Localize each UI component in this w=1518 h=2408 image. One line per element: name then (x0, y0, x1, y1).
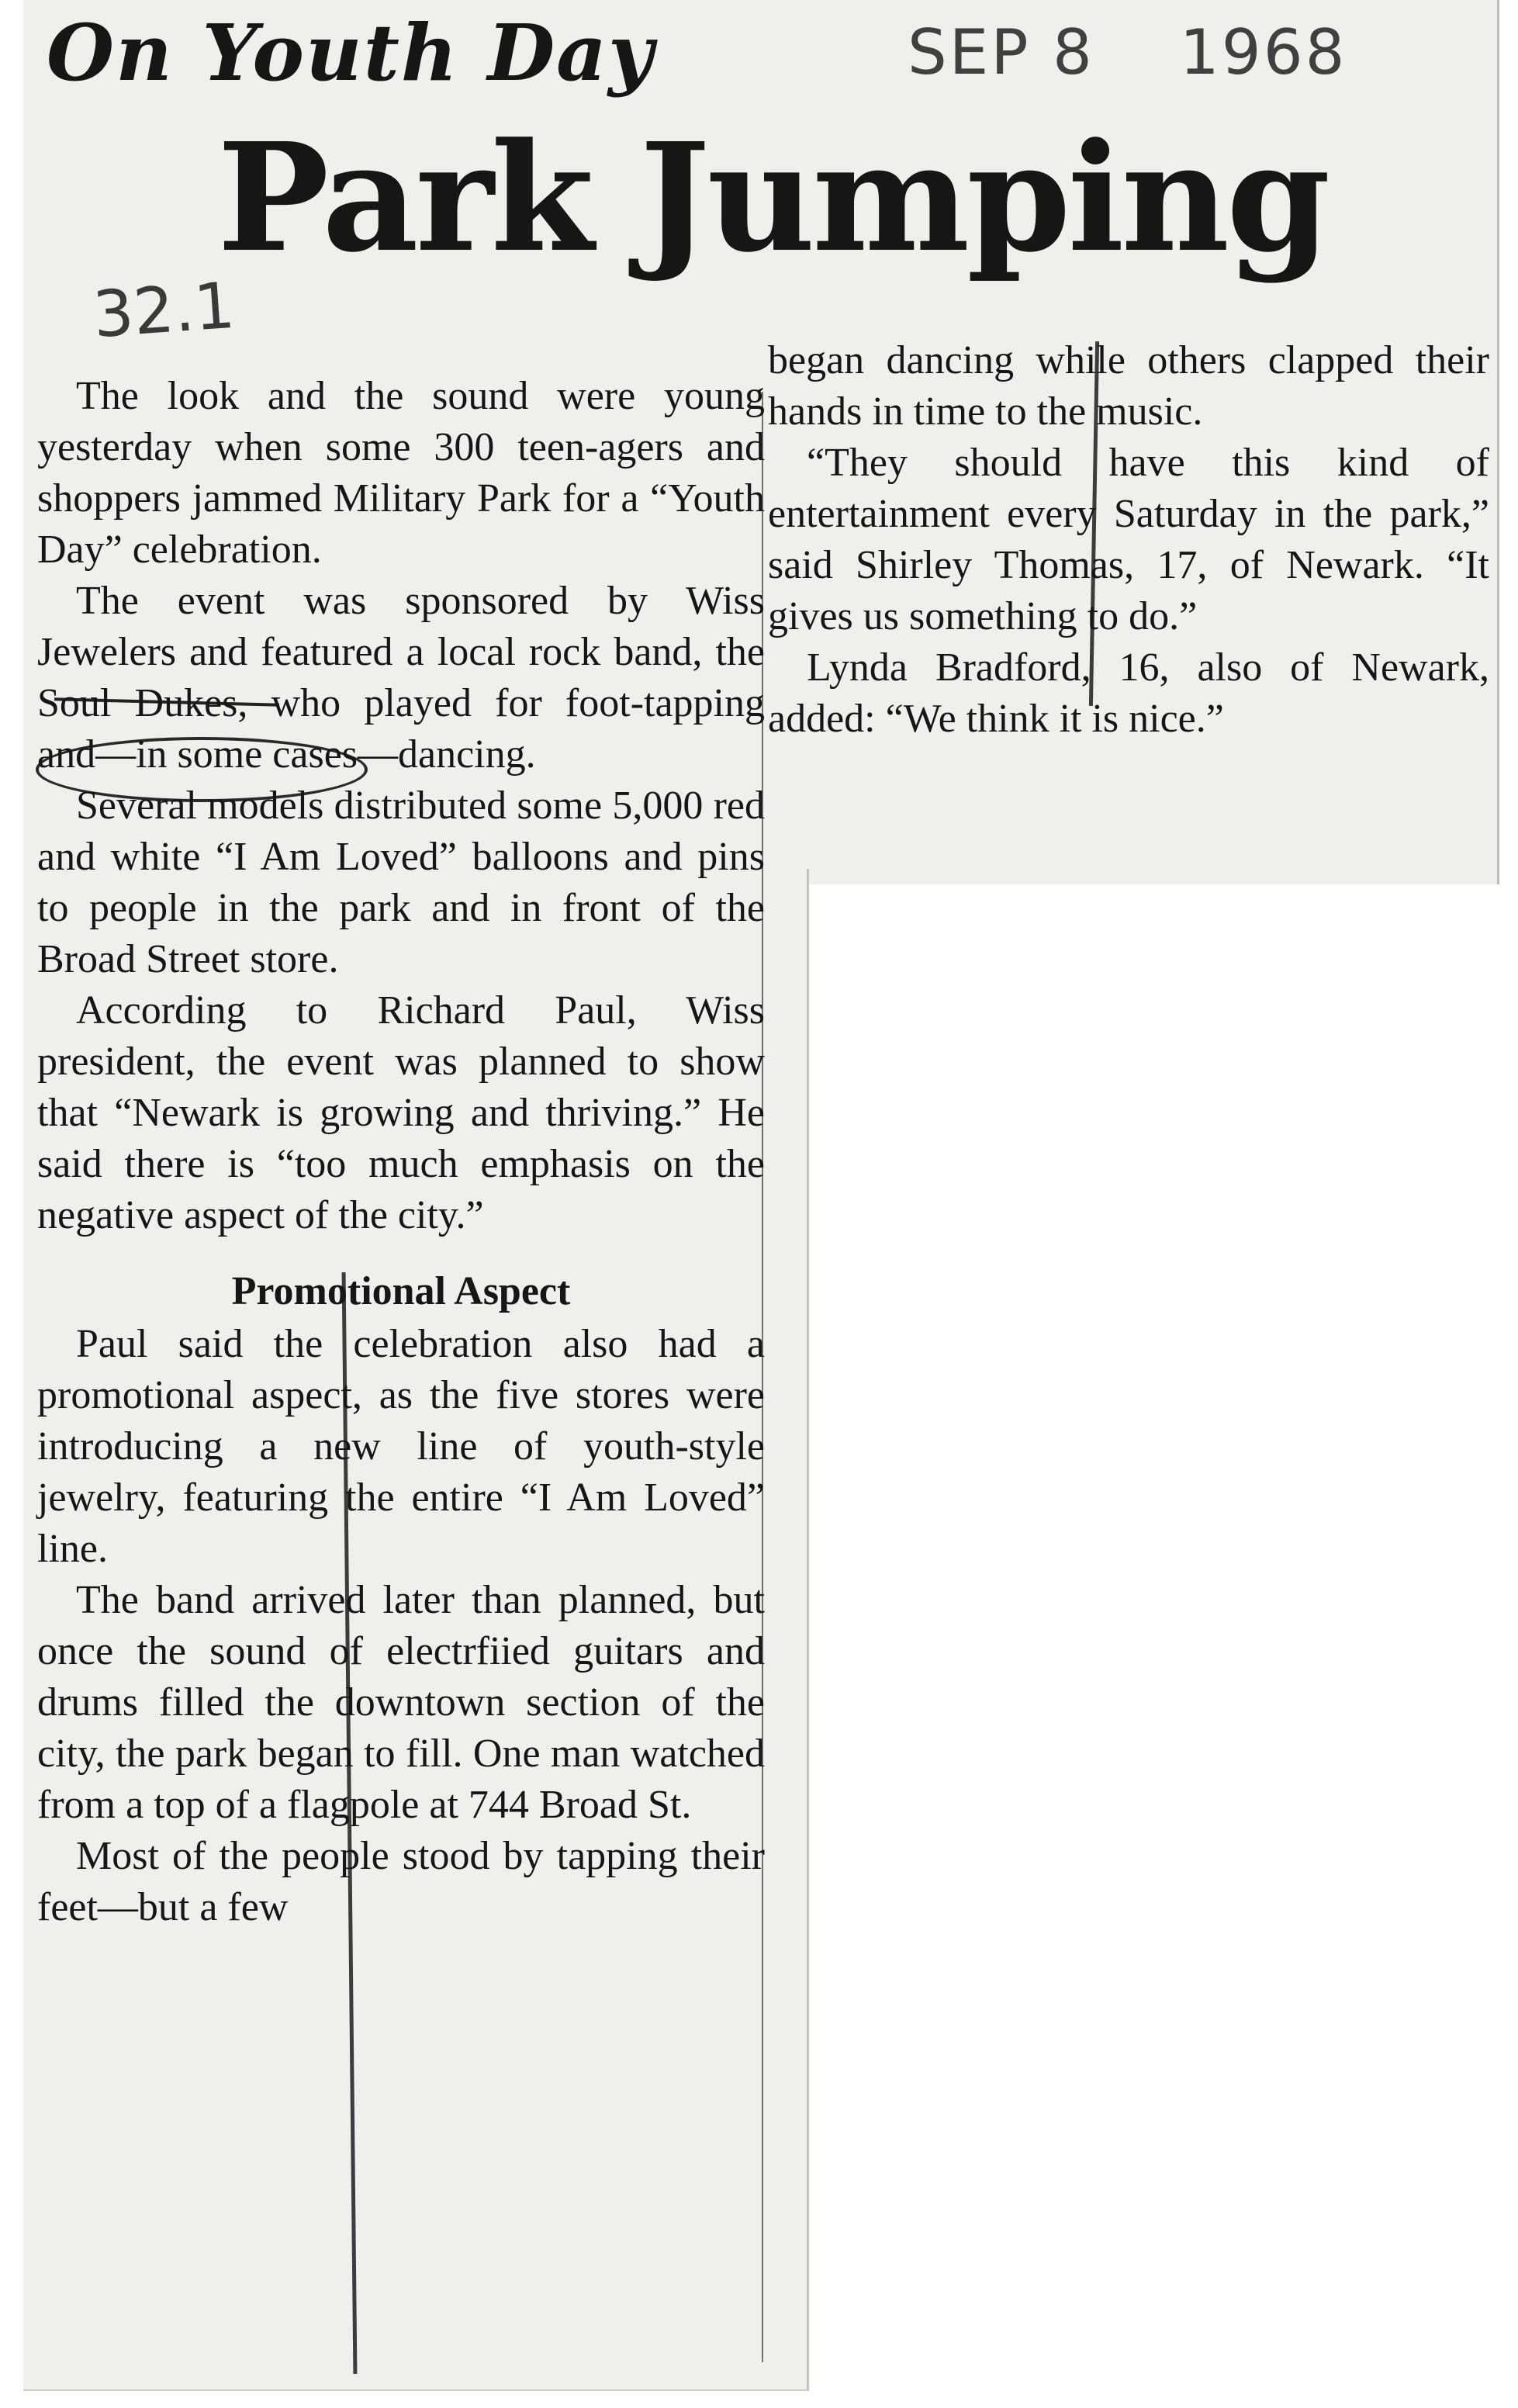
article-paragraph: “They should have this kind of entertainment every Saturday in the park,” said Shirley Thomas, 17, of Newark. “It gives us something to do.” (768, 441, 1489, 638)
kicker-headline: On Youth Day (47, 7, 655, 99)
article-paragraph: The look and the sound were young yesterday when some 300 teen-agers and shoppers jammed Military Park for a “Youth Day” celebration. (37, 374, 765, 572)
article-paragraph: began dancing while others clapped their hands in time to the music. (768, 338, 1489, 434)
article-left-column (37, 371, 765, 1933)
article-paragraph: Paul said the celebration also had a promotional aspect, as the five stores were introducing a new line of youth-style jewelry, featuring the entire “I Am Loved” line. (37, 1322, 765, 1571)
article-paragraph: Several models distributed some 5,000 red and white “I Am Loved” balloons and pins to people in the park and in front of the Broad Street store. (37, 784, 765, 981)
article-paragraph: The event was sponsored by Wiss Jewelers and featured a local rock band, the Soul Dukes, who played for foot-tapping and—in some cases—dancing. (37, 579, 765, 777)
article-paragraph: Most of the people stood by tapping their feet—but a few (37, 1834, 765, 1929)
article-paragraph: The band arrived later than planned, but once the sound of electrfiied guitars and drums filled the downtown section of the city, the park began to fill. One man watched from a top of a flagpole at 744 Broad St. (37, 1578, 765, 1827)
date-stamp-month-day: SEP 8 (908, 16, 1094, 88)
article-right-column (768, 335, 1489, 745)
date-stamp (908, 16, 1347, 88)
date-stamp-year: 1968 (1179, 16, 1347, 88)
handwritten-note: 32.1 (90, 268, 237, 353)
article-paragraph: Lynda Bradford, 16, also of Newark, added: “We think it is nice.” (768, 645, 1489, 741)
article-paragraph: According to Richard Paul, Wiss president, the event was planned to show that “Newark is growing and thriving.” He said there is “too much emphasis on the negative aspect of the city.” (37, 988, 765, 1237)
article-subhead: Promotional Aspect (231, 1269, 571, 1313)
headline: Park Jumping (217, 111, 1328, 285)
